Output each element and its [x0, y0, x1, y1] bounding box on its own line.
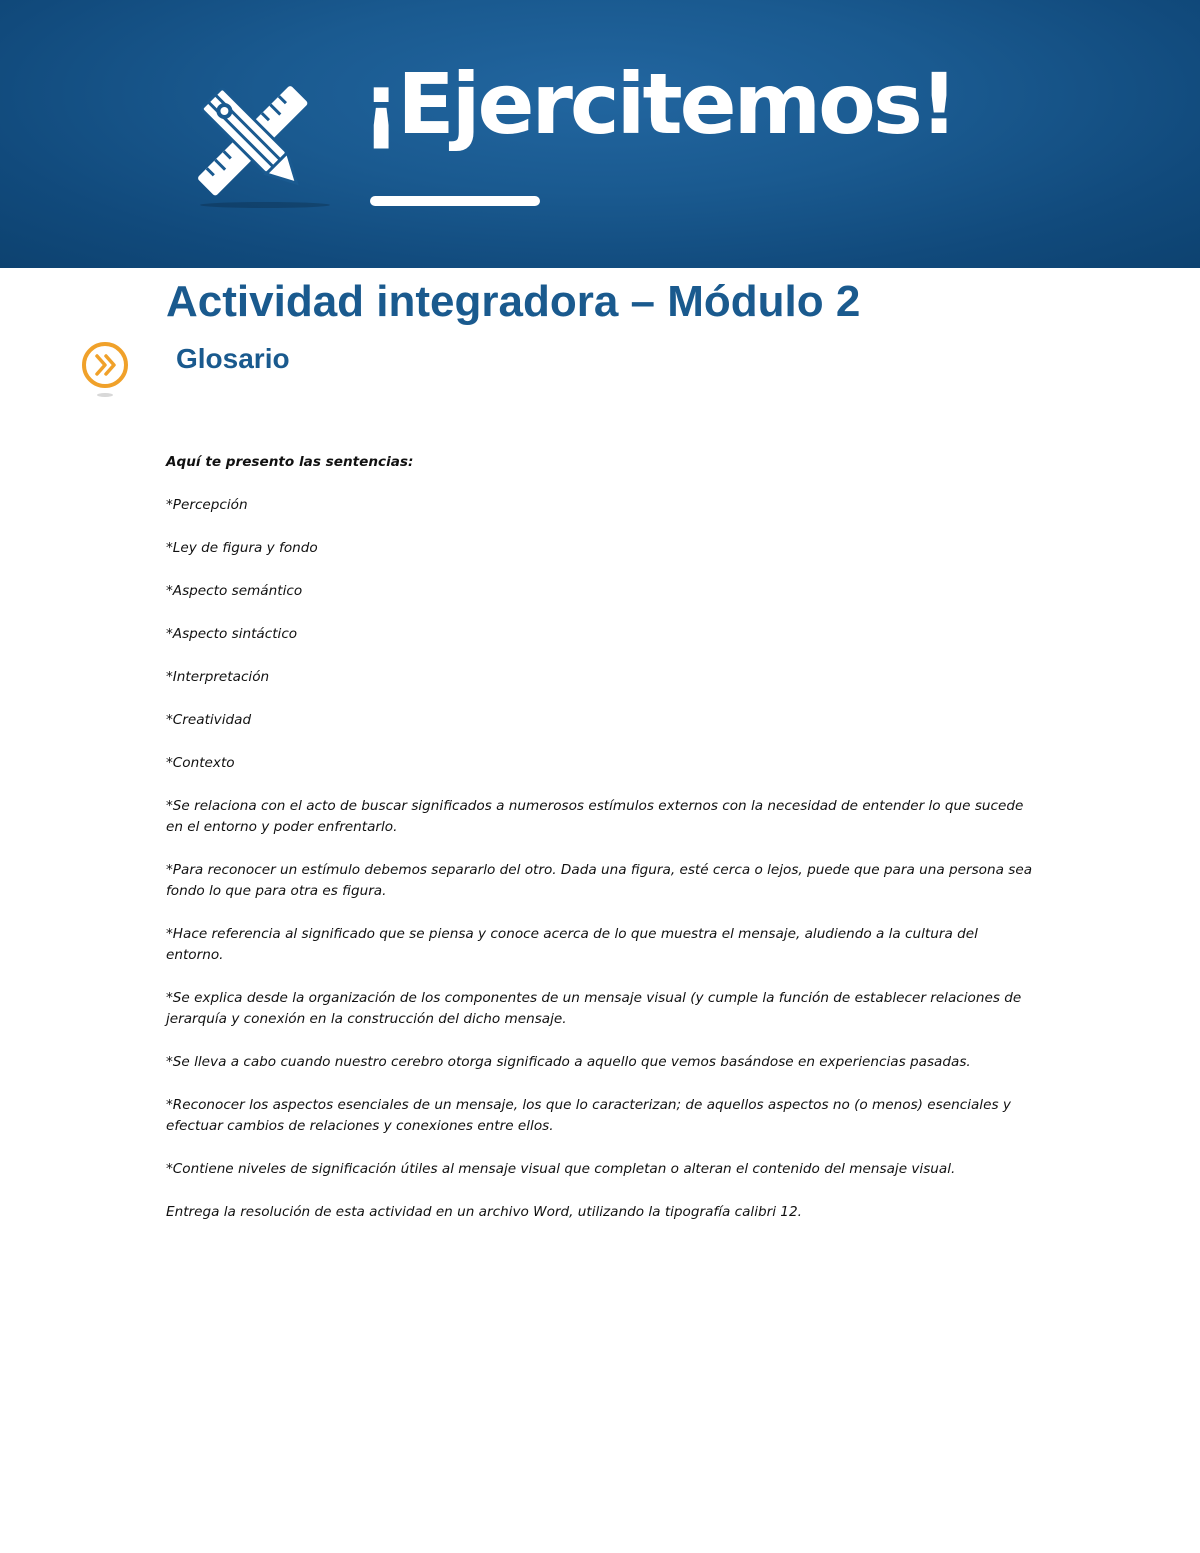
- definition-item: *Se lleva a cabo cuando nuestro cerebro otorga significado a aquello que vemos basándose en experiencias pasadas.: [166, 1054, 971, 1070]
- definition-item: *Contiene niveles de significación útiles al mensaje visual que completan o alteran el contenido del mensaje visual.: [166, 1161, 956, 1177]
- definition-item: *Reconocer los aspectos esenciales de un mensaje, los que lo caracterizan; de aquellos aspectos no (o menos) esenciales y efectuar cambios de relaciones y conexiones entre ellos.: [166, 1097, 1011, 1134]
- banner-title: ¡Ejercitemos!: [362, 55, 956, 153]
- page-title: Actividad integradora – Módulo 2: [166, 277, 861, 326]
- banner-underline: [370, 196, 540, 206]
- document-body: [166, 452, 1036, 1245]
- term-item: *Percepción: [166, 497, 248, 513]
- term-item: *Aspecto semántico: [166, 583, 303, 599]
- double-chevron-circle-icon: [80, 340, 130, 400]
- definition-item: *Se relaciona con el acto de buscar significados a numerosos estímulos externos con la necesidad de entender lo que sucede en el entorno y poder enfrentarlo.: [166, 798, 1024, 835]
- ruler-pencil-cross-icon: [190, 78, 315, 203]
- definition-item: *Para reconocer un estímulo debemos separarlo del otro. Dada una figura, esté cerca o lejos, puede que para una persona sea fondo lo que para otra es figura.: [166, 862, 1033, 899]
- header-banner: [0, 0, 1200, 268]
- definition-item: *Se explica desde la organización de los componentes de un mensaje visual (y cumple la función de establecer relaciones de jerarquía y conexión en la construcción del dicho mensaje.: [166, 990, 1022, 1027]
- definition-item: *Hace referencia al significado que se piensa y conoce acerca de lo que muestra el mensaje, aludiendo a la cultura del entorno.: [166, 926, 978, 963]
- intro-text: Aquí te presento las sentencias:: [166, 454, 414, 470]
- term-item: *Contexto: [166, 755, 235, 771]
- term-item: *Interpretación: [166, 669, 270, 685]
- term-item: *Ley de figura y fondo: [166, 540, 318, 556]
- term-item: *Aspecto sintáctico: [166, 626, 298, 642]
- logo-shadow: [200, 202, 330, 208]
- term-item: *Creatividad: [166, 712, 252, 728]
- delivery-instruction: Entrega la resolución de esta actividad en un archivo Word, utilizando la tipografía calibri 12.: [166, 1204, 802, 1220]
- section-subtitle: Glosario: [176, 343, 290, 374]
